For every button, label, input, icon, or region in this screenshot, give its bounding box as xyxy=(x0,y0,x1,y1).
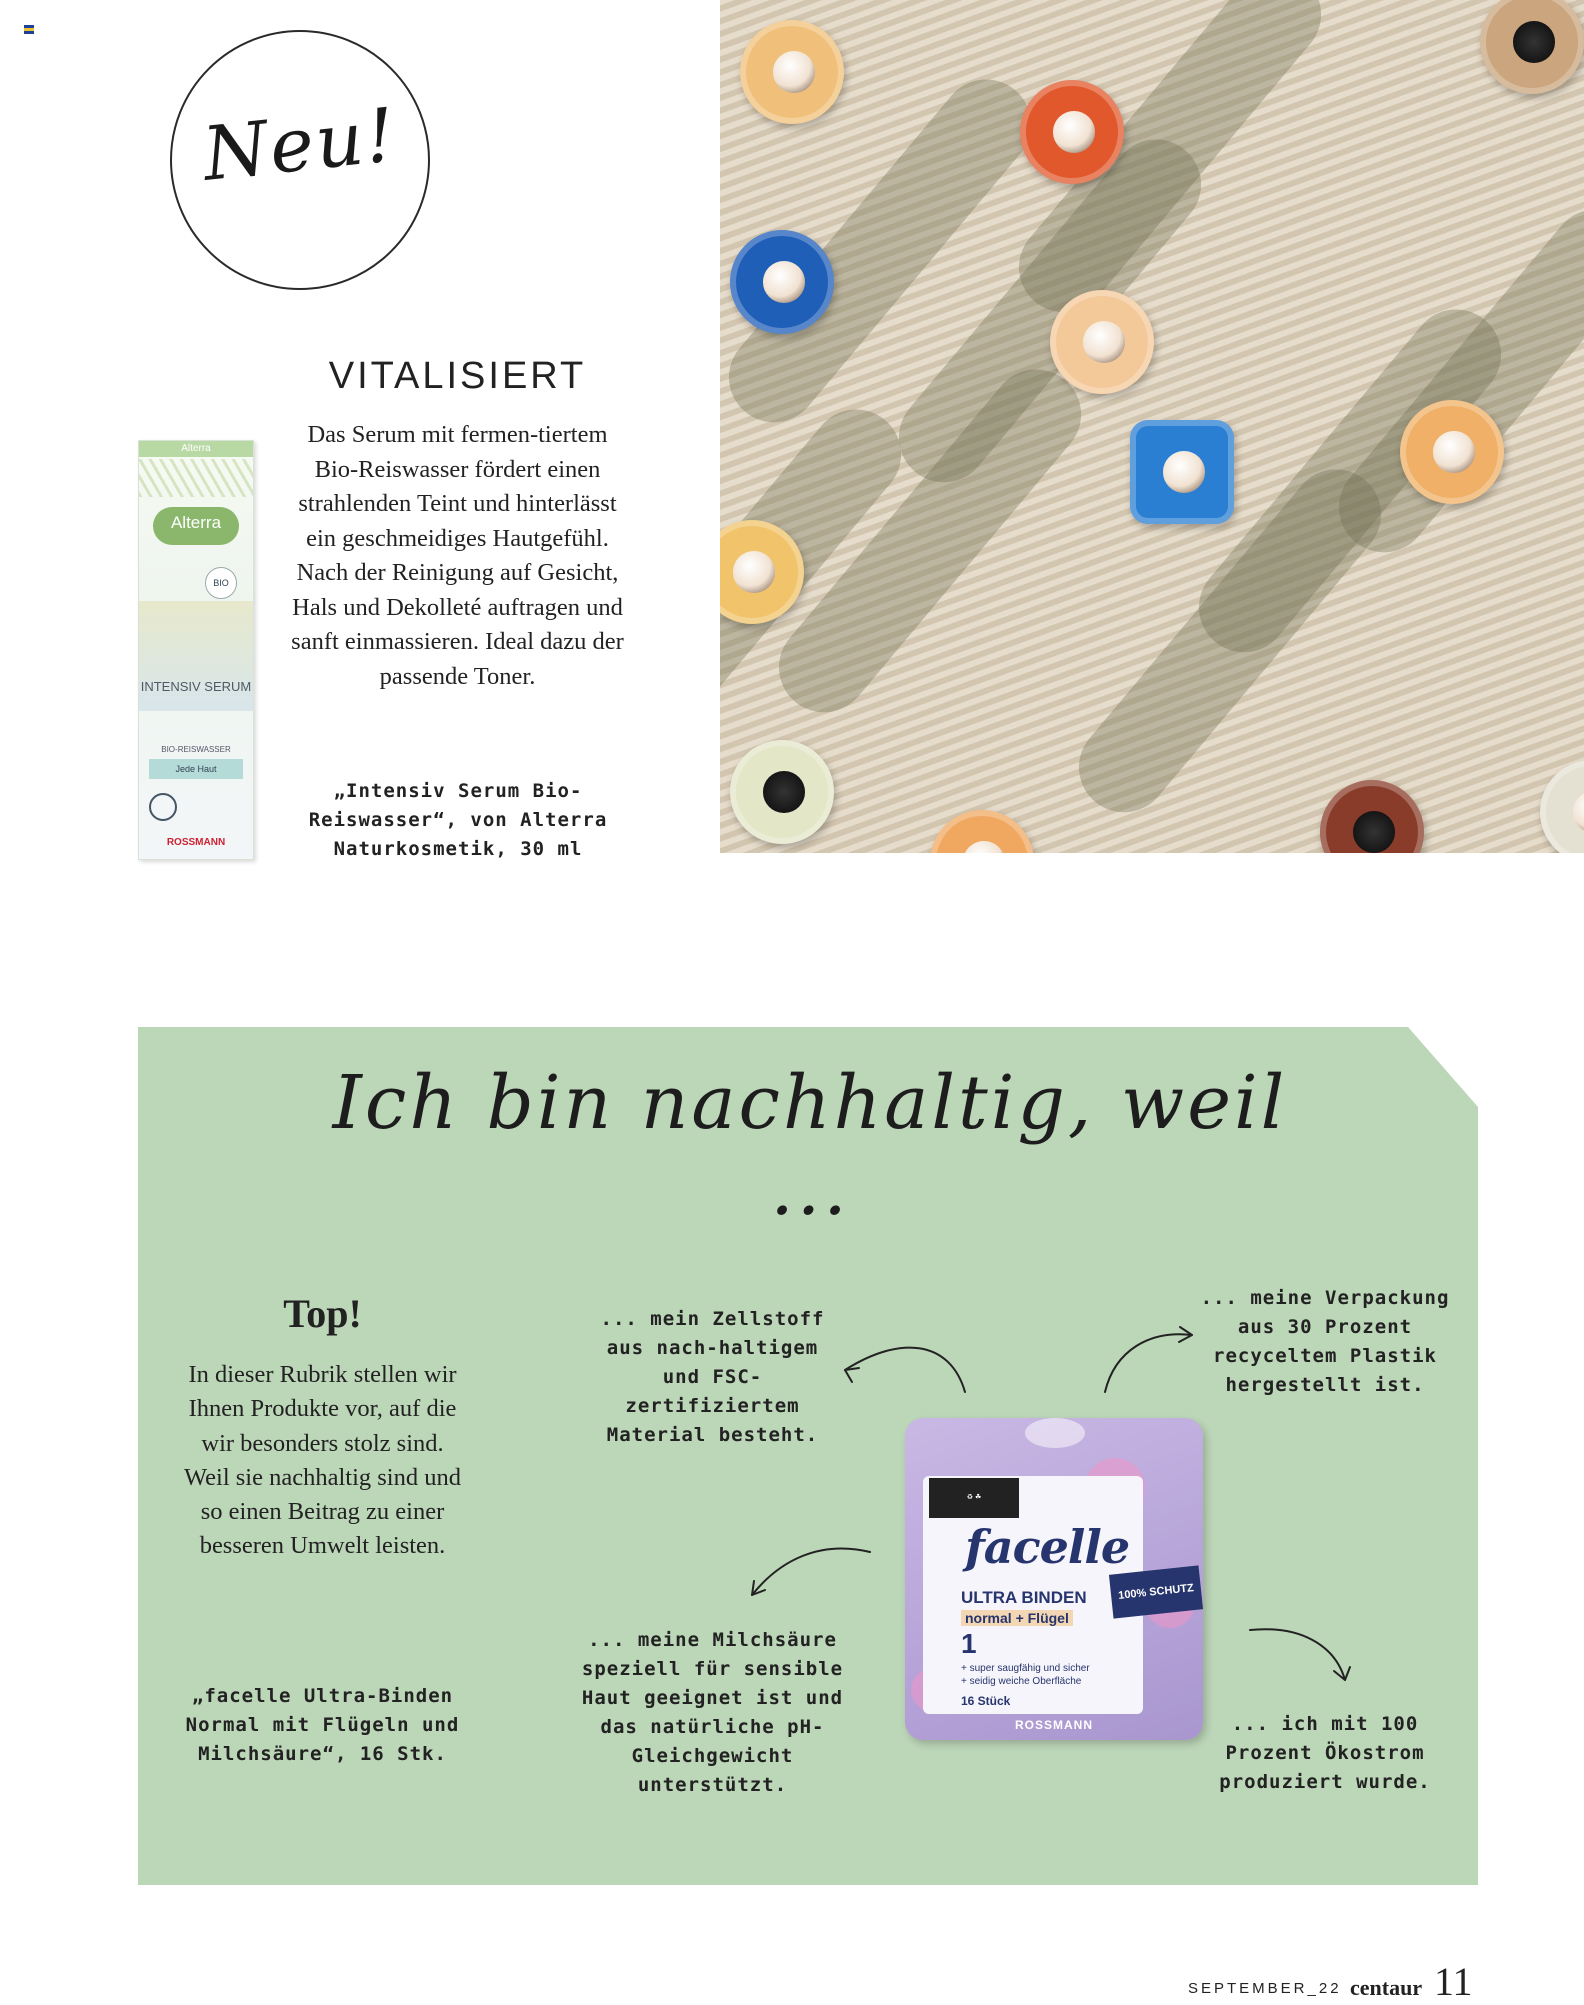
top-caption: „facelle Ultra-Binden Normal mit Flügeln und Milchsäure“, 16 Stk. xyxy=(185,1685,460,1765)
vitalisiert-title: VITALISIERT xyxy=(328,355,587,397)
page-number: 11 xyxy=(1434,1959,1473,2004)
serum-skin-type: Jede Haut xyxy=(149,759,243,779)
certification-icons: ♻ ☘ xyxy=(929,1478,1019,1518)
sustainability-headline: Ich bin nachhaltig, weil ... xyxy=(332,1060,1288,1232)
serum-retailer: ROSSMANN xyxy=(166,837,226,848)
new-stamp-text: Neu! xyxy=(199,92,401,198)
facelle-badge: 100% SCHUTZ xyxy=(1109,1565,1203,1618)
serum-product-name: INTENSIV SERUM xyxy=(140,679,252,694)
note-lactic-acid: ... meine Milchsäure speziell für sensible Haut geeignet ist und das natürliche pH-Gleichgewicht unterstützt. xyxy=(581,1629,844,1796)
bio-seal-icon: BIO xyxy=(205,567,237,599)
new-stamp xyxy=(170,30,430,290)
serum-product-sub: BIO-REISWASSER xyxy=(161,745,231,754)
facelle-size: 1 xyxy=(961,1628,977,1659)
vitalisiert-caption: „Intensiv Serum Bio-Reiswasser“, von Alterra Naturkosmetik, 30 ml xyxy=(308,780,608,860)
serum-top-label: Alterra xyxy=(181,443,211,454)
rice-leaf-graphic xyxy=(139,459,253,497)
note-packaging: ... meine Verpackung aus 30 Prozent recyceltem Plastik hergestellt ist. xyxy=(1200,1287,1450,1396)
vitalisiert-body: Das Serum mit fermen-tiertem Bio-Reiswasser fördert einen strahlenden Teint und hinterlässt ein geschmeidiges Hautgefühl. Nach der Reinigung auf Gesicht, Hals und Dekolleté auftragen und sanft einmassieren. Ideal dazu der passende Toner. xyxy=(291,421,624,690)
serum-brand-logo: Alterra xyxy=(153,507,239,545)
footer-magazine: centaur xyxy=(1350,1975,1423,2000)
note-cellulose: ... mein Zellstoff aus nach-haltigem und FSC-zertifiziertem Material besteht. xyxy=(600,1308,825,1446)
facelle-normal: normal + Flügel xyxy=(961,1610,1073,1626)
facelle-ultra: ULTRA BINDEN xyxy=(961,1588,1087,1607)
facelle-brand: facelle xyxy=(965,1520,1130,1574)
top-heading: Top! xyxy=(283,1291,362,1336)
note-green-energy: ... ich mit 100 Prozent Ökostrom produziert wurde. xyxy=(1219,1713,1431,1793)
serum-product-image xyxy=(138,440,254,860)
footer-issue: SEPTEMBER_22 xyxy=(1188,1980,1342,1997)
facelle-retailer: ROSSMANN xyxy=(1014,1718,1093,1732)
flag-icon xyxy=(24,25,34,34)
facelle-features: + super saugfähig und sicher + seidig weiche Oberfläche xyxy=(961,1663,1090,1687)
facelle-count: 16 Stück xyxy=(961,1694,1011,1708)
vegan-logo-icon xyxy=(149,793,177,821)
bottles-photo xyxy=(720,0,1584,853)
top-body: In dieser Rubrik stellen wir Ihnen Produkte vor, auf die wir besonders stolz sind. Weil sie nachhaltig sind und so einen Beitrag zu einer besseren Umwelt leisten. xyxy=(183,1361,461,1560)
facelle-product-image xyxy=(905,1418,1203,1740)
